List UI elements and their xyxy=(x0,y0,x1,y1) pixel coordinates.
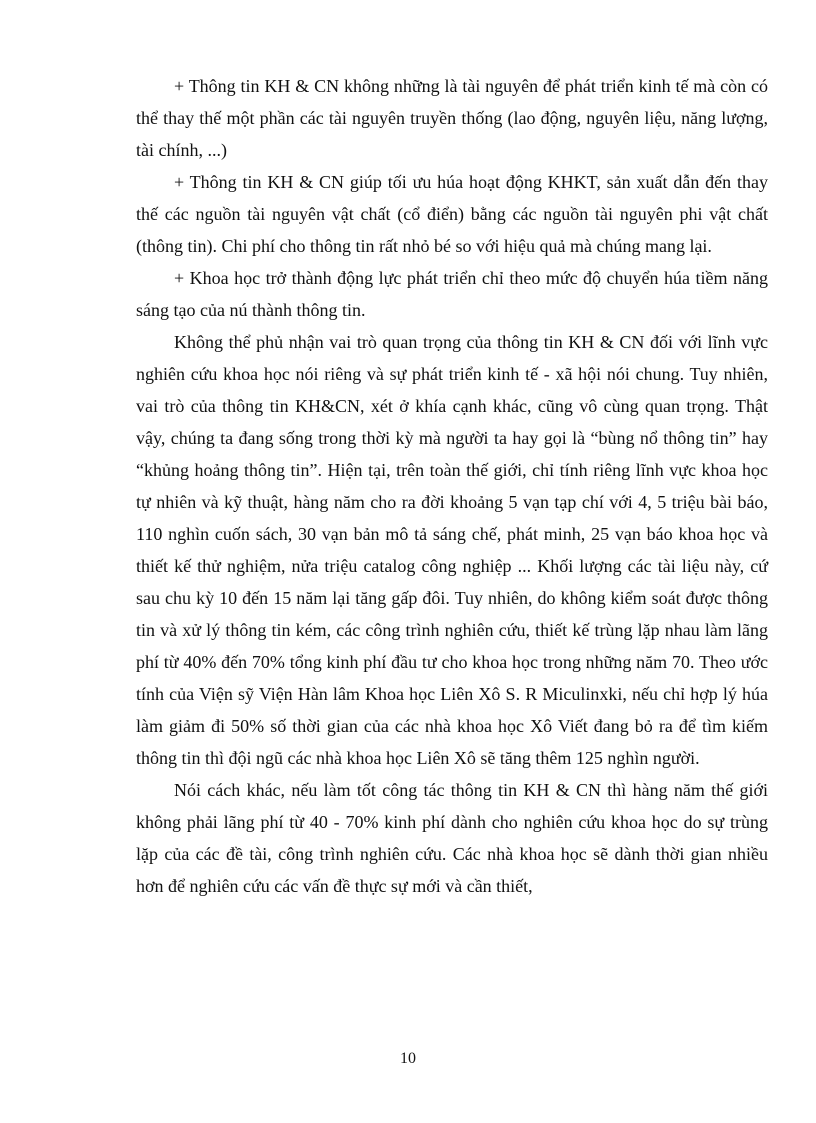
paragraph-bullet-optimize: + Thông tin KH & CN giúp tối ưu húa hoạt động KHKT, sản xuất dẫn đến thay thế các nguồn tài nguyên vật chất (cổ điển) bằng các nguồn tài nguyên phi vật chất (thông tin). Chi phí cho thông tin rất nhỏ bé so với hiệu quả mà chúng mang lại. xyxy=(136,172,768,256)
page-number: 10 xyxy=(400,1050,416,1067)
paragraph-bullet-science: + Khoa học trở thành động lực phát triển chỉ theo mức độ chuyển húa tiềm năng sáng tạo của nú thành thông tin. xyxy=(136,268,768,320)
paragraph-bullet-resource: + Thông tin KH & CN không những là tài nguyên để phát triển kinh tế mà còn có thể thay thế một phần các tài nguyên truyền thống (lao động, nguyên liệu, năng lượng, tài chính, ...) xyxy=(136,76,768,160)
paragraph-role-of-information: Không thể phủ nhận vai trò quan trọng của thông tin KH & CN đối với lĩnh vực nghiên cứu khoa học nói riêng và sự phát triển kinh tế - xã hội nói chung. Tuy nhiên, vai trò của thông tin KH&CN, xét ở khía cạnh khác, cũng vô cùng quan trọng. Thật vậy, chúng ta đang sống trong thời kỳ mà người ta hay gọi là “bùng nổ thông tin” hay “khủng hoảng thông tin”. Hiện tại, trên toàn thế giới, chỉ tính riêng lĩnh vực khoa học tự nhiên và kỹ thuật, hàng năm cho ra đời khoảng 5 vạn tạp chí với 4, 5 triệu bài báo, 110 nghìn cuốn sách, 30 vạn bản mô tả sáng chế, phát minh, 25 vạn báo khoa học và thiết kế thử nghiệm, nửa triệu catalog công nghiệp ... Khối lượng các tài liệu này, cứ sau chu kỳ 10 đến 15 năm lại tăng gấp đôi. Tuy nhiên, do không kiểm soát được thông tin và xử lý thông tin kém, các công trình nghiên cứu, thiết kế trùng lặp nhau làm lãng phí từ 40% đến 70% tổng kinh phí đầu tư cho khoa học trong những năm 70. Theo ước tính của Viện sỹ Viện Hàn lâm Khoa học Liên Xô S. R Miculinxki, nếu chỉ hợp lý húa làm giảm đi 50% số thời gian của các nhà khoa học Xô Viết đang bỏ ra để tìm kiếm thông tin thì đội ngũ các nhà khoa học Liên Xô sẽ tăng thêm 125 nghìn người. xyxy=(136,332,768,768)
paragraph-in-other-words: Nói cách khác, nếu làm tốt công tác thông tin KH & CN thì hàng năm thế giới không phải lãng phí từ 40 - 70% kinh phí dành cho nghiên cứu khoa học do sự trùng lặp của các đề tài, công trình nghiên cứu. Các nhà khoa học sẽ dành thời gian nhiều hơn để nghiên cứu các vấn đề thực sự mới và cần thiết, xyxy=(136,780,768,896)
body-text xyxy=(136,70,768,902)
